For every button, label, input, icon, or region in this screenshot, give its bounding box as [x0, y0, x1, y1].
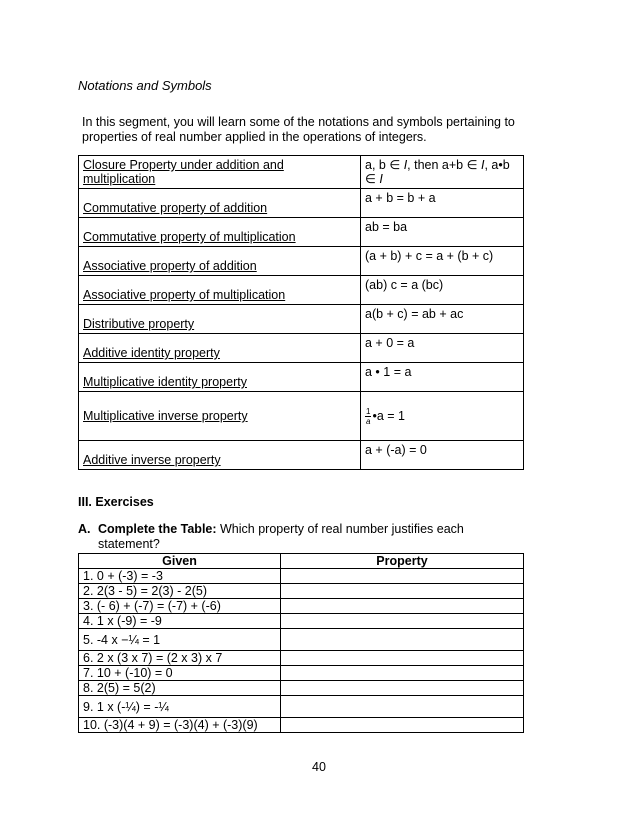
given-cell: 9. 1 x (-¼) = -¼ — [79, 696, 281, 718]
closure-formula: a, b ∈ I, then a+b ∈ I, a•b ∈ I — [365, 158, 510, 186]
exercise-row — [79, 599, 524, 614]
property-formula: (ab) c = a (bc) — [361, 276, 524, 305]
task-letter: A. — [78, 522, 91, 536]
property-answer-cell[interactable] — [281, 651, 524, 666]
exercise-row — [79, 629, 524, 651]
property-formula — [361, 156, 524, 189]
task-text — [98, 522, 498, 552]
property-name: Commutative property of addition — [79, 189, 361, 218]
column-header-property: Property — [281, 554, 524, 569]
exercise-table — [78, 553, 524, 733]
property-name: Additive identity property — [79, 334, 361, 363]
property-name: Additive inverse property — [79, 441, 361, 470]
property-formula: a + (-a) = 0 — [361, 441, 524, 470]
given-cell: 7. 10 + (-10) = 0 — [79, 666, 281, 681]
property-formula: (a + b) + c = a + (b + c) — [361, 247, 524, 276]
given-cell: 10. (-3)(4 + 9) = (-3)(4) + (-3)(9) — [79, 718, 281, 733]
fraction-numerator: 1 — [366, 406, 371, 416]
fraction-denominator: a — [366, 416, 371, 426]
exercise-row — [79, 651, 524, 666]
exercise-row — [79, 681, 524, 696]
exercise-row — [79, 696, 524, 718]
property-formula: a • 1 = a — [361, 363, 524, 392]
property-answer-cell[interactable] — [281, 681, 524, 696]
property-name: Commutative property of multiplication — [79, 218, 361, 247]
property-row — [79, 276, 524, 305]
property-answer-cell[interactable] — [281, 569, 524, 584]
fraction — [365, 407, 371, 426]
exercise-task — [78, 522, 498, 552]
given-cell: 6. 2 x (3 x 7) = (2 x 3) x 7 — [79, 651, 281, 666]
property-answer-cell[interactable] — [281, 629, 524, 651]
property-row — [79, 363, 524, 392]
property-name: Distributive property — [79, 305, 361, 334]
property-row — [79, 156, 524, 189]
exercise-row — [79, 569, 524, 584]
given-cell: 4. 1 x (-9) = -9 — [79, 614, 281, 629]
property-formula — [361, 392, 524, 441]
given-cell: 2. 2(3 - 5) = 2(3) - 2(5) — [79, 584, 281, 599]
task-question: Which property of real number justifies each statement? — [98, 522, 464, 551]
property-answer-cell[interactable] — [281, 718, 524, 733]
task-bold-label: Complete the Table: — [98, 522, 217, 536]
property-row — [79, 334, 524, 363]
property-answer-cell[interactable] — [281, 666, 524, 681]
formula-rest: •a = 1 — [372, 408, 405, 423]
property-row — [79, 392, 524, 441]
property-formula: a(b + c) = ab + ac — [361, 305, 524, 334]
given-cell: 5. -4 x −¼ = 1 — [79, 629, 281, 651]
section-title: Notations and Symbols — [78, 78, 212, 93]
exercise-row — [79, 614, 524, 629]
exercise-header-row — [79, 554, 524, 569]
intro-paragraph: In this segment, you will learn some of the notations and symbols pertaining to properties of real number applied in the operations of integers. — [82, 115, 515, 144]
page-number: 40 — [312, 760, 326, 774]
property-name: Closure Property under addition and multiplication — [79, 156, 361, 189]
property-answer-cell[interactable] — [281, 614, 524, 629]
property-answer-cell[interactable] — [281, 584, 524, 599]
given-cell: 8. 2(5) = 5(2) — [79, 681, 281, 696]
property-row — [79, 189, 524, 218]
properties-table — [78, 155, 524, 470]
given-cell: 1. 0 + (-3) = -3 — [79, 569, 281, 584]
property-row — [79, 441, 524, 470]
property-name: Multiplicative identity property — [79, 363, 361, 392]
column-header-given: Given — [79, 554, 281, 569]
exercise-row — [79, 718, 524, 733]
property-row — [79, 218, 524, 247]
property-formula: a + 0 = a — [361, 334, 524, 363]
property-formula: ab = ba — [361, 218, 524, 247]
property-formula: a + b = b + a — [361, 189, 524, 218]
property-answer-cell[interactable] — [281, 696, 524, 718]
exercises-heading: III. Exercises — [78, 495, 154, 509]
property-answer-cell[interactable] — [281, 599, 524, 614]
exercise-row — [79, 584, 524, 599]
property-name: Associative property of multiplication — [79, 276, 361, 305]
property-row — [79, 305, 524, 334]
given-cell: 3. (- 6) + (-7) = (-7) + (-6) — [79, 599, 281, 614]
property-name: Associative property of addition — [79, 247, 361, 276]
property-name: Multiplicative inverse property — [79, 392, 361, 441]
exercise-row — [79, 666, 524, 681]
property-row — [79, 247, 524, 276]
